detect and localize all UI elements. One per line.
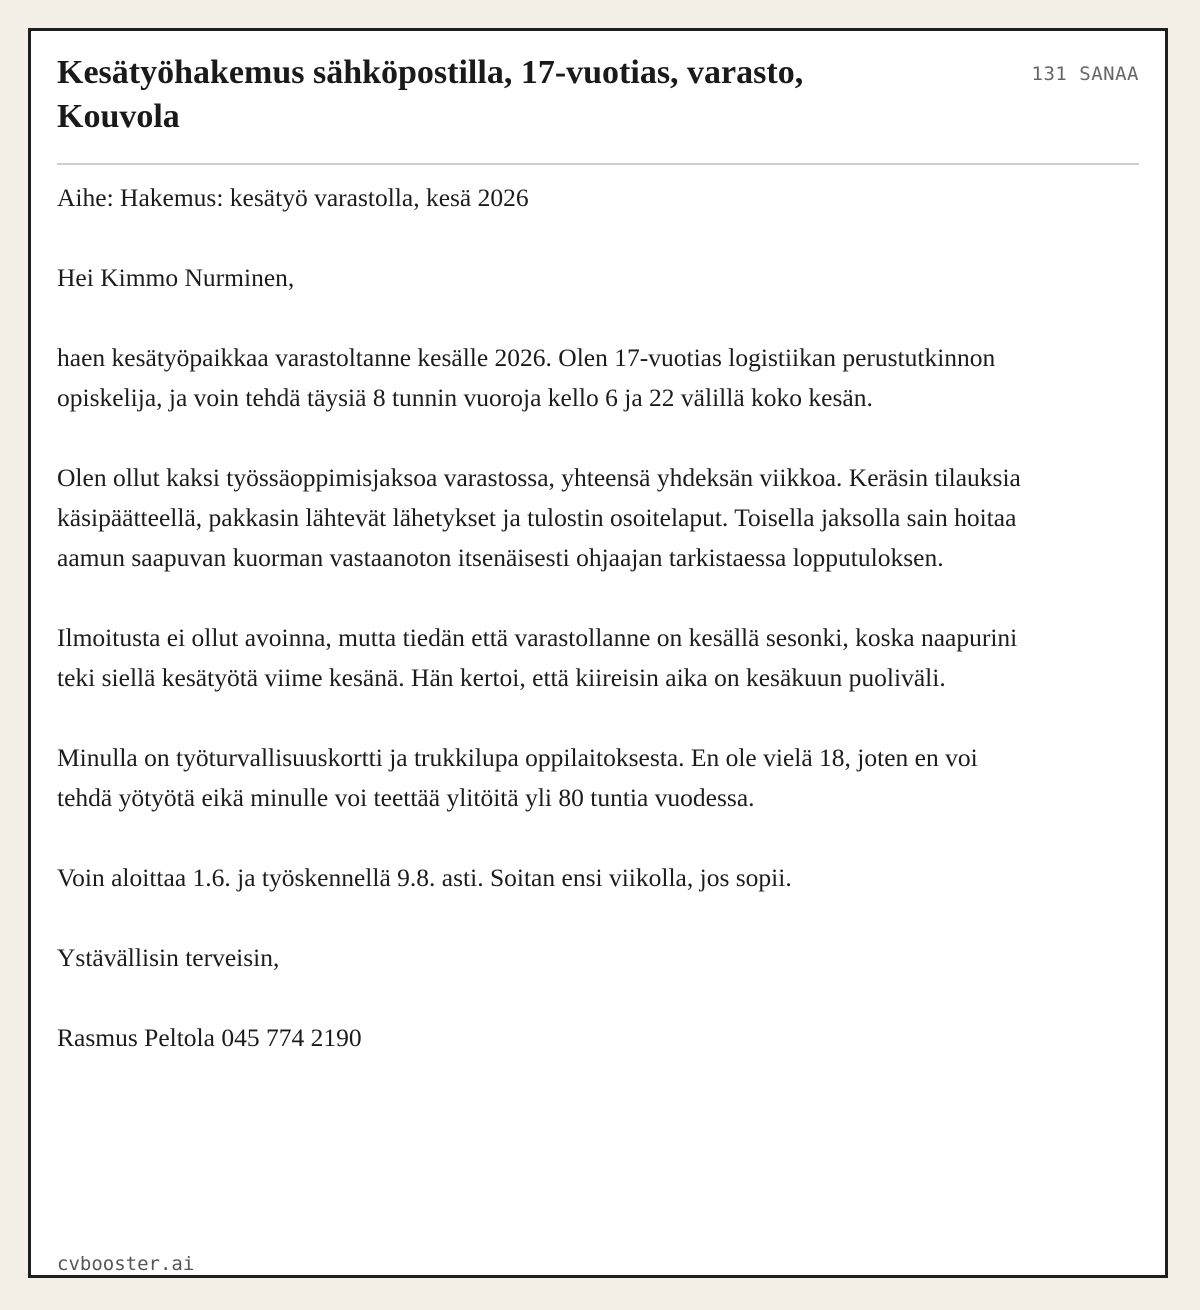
letter-card <box>28 28 1168 1278</box>
paragraph-experience: Olen ollut kaksi työssäoppimisjaksoa varastossa, yhteensä yhdeksän viikkoa. Keräsin tilauksia käsipäätteellä, pakkasin lähtevät lähetykset ja tulostin osoitelaput. Toisella jaksolla sain hoitaa aamun saapuvan kuorman vastaanoton itsenäisesti ohjaajan tarkistaessa lopputuloksen. <box>57 463 1021 572</box>
closing: Ystävällisin terveisin, <box>57 943 280 972</box>
word-count-badge: 131 SANAA <box>1031 63 1139 85</box>
email-subject: Aihe: Hakemus: kesätyö varastolla, kesä 2026 <box>57 183 529 212</box>
signature: Rasmus Peltola 045 774 2190 <box>57 1023 362 1052</box>
letter-body <box>57 178 1037 1098</box>
paragraph-qualifications: Minulla on työturvallisuuskortti ja trukkilupa oppilaitoksesta. En ole vielä 18, joten en voi tehdä yötyötä eikä minulle voi teettää ylitöitä yli 80 tuntia vuodessa. <box>57 743 978 812</box>
greeting: Hei Kimmo Nurminen, <box>57 263 295 292</box>
paragraph-availability: Voin aloittaa 1.6. ja työskennellä 9.8. asti. Soitan ensi viikolla, jos sopii. <box>57 863 792 892</box>
footer-brand: cvbooster.ai <box>57 1253 195 1275</box>
paragraph-intro: haen kesätyöpaikkaa varastoltanne kesälle 2026. Olen 17-vuotias logistiikan perustutkinnon opiskelija, ja voin tehdä täysiä 8 tunnin vuoroja kello 6 ja 22 välillä koko kesän. <box>57 343 996 412</box>
letter-header <box>57 51 1139 165</box>
page-title: Kesätyöhakemus sähköpostilla, 17-vuotias, varasto, Kouvola <box>57 54 804 135</box>
paragraph-motivation: Ilmoitusta ei ollut avoinna, mutta tiedän että varastollanne on kesällä sesonki, koska naapurini teki siellä kesätyötä viime kesänä. Hän kertoi, että kiireisin aika on kesäkuun puoliväli. <box>57 623 1018 692</box>
